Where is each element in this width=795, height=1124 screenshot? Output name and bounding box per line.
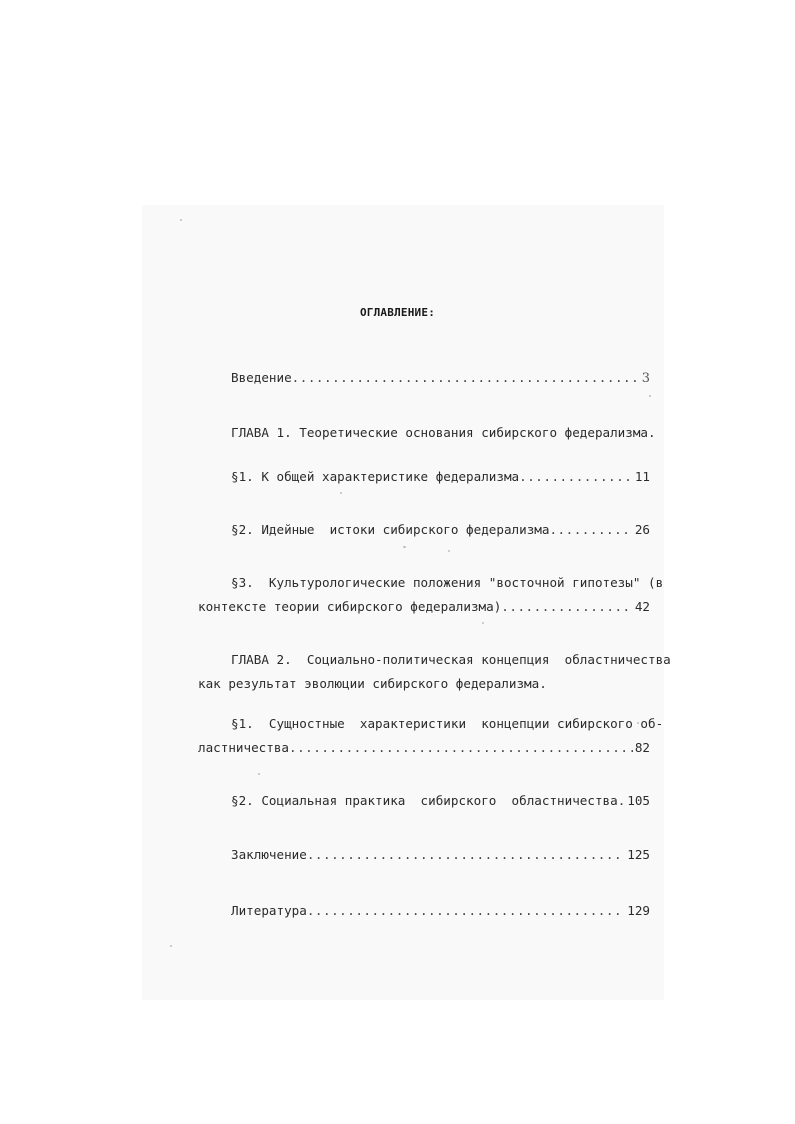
- toc-label: §2. Идейные истоки сибирского федерализма: [231, 522, 550, 537]
- toc-label: ГЛАВА 1. Теоретические основания сибирского федерализма.: [231, 425, 656, 440]
- leader-dots: [292, 366, 640, 390]
- toc-label-line1: §1. Сущностные характеристики концепции сибирского об-: [231, 716, 664, 731]
- toc-label-line2: контексте теории сибирского федерализма): [198, 599, 502, 614]
- scan-speck: [340, 492, 342, 494]
- toc-page-number: 26: [634, 522, 650, 537]
- toc-entry-introduction[interactable]: [198, 366, 650, 390]
- toc-label: Введение: [231, 370, 292, 385]
- toc-chapter-2[interactable]: [198, 648, 671, 696]
- toc-entry-ch1-s2[interactable]: [198, 518, 650, 542]
- scan-speck: [258, 773, 260, 775]
- scan-speck: [448, 550, 450, 552]
- toc-entry-ch2-s2[interactable]: [198, 789, 650, 813]
- toc-label-line1: ГЛАВА 2. Социально-политическая концепция областничества: [231, 652, 671, 667]
- toc-page-number: 129: [627, 903, 650, 918]
- toc-chapter-1[interactable]: [198, 421, 656, 445]
- leader-dots: [289, 736, 633, 760]
- scan-speck: [482, 622, 484, 624]
- toc-label: Литература: [231, 903, 307, 918]
- leader-dots: [501, 595, 633, 619]
- page-title: ОГЛАВЛЕНИЕ:: [359, 306, 436, 319]
- toc-entry-bibliography[interactable]: [198, 899, 650, 923]
- toc-label: §1. К общей характеристике федерализма: [231, 469, 520, 484]
- toc-page-number: 82: [634, 740, 650, 755]
- leader-dots: [307, 899, 625, 923]
- leader-dots: [618, 789, 626, 813]
- toc-label-line2: как результат эволюции сибирского федерализма.: [198, 676, 547, 691]
- scan-speck: [403, 546, 406, 548]
- toc-label: Заключение: [231, 847, 307, 862]
- scan-speck: [180, 219, 182, 221]
- toc-entry-ch2-s1[interactable]: [198, 712, 664, 760]
- toc-page-number: 125: [627, 847, 650, 862]
- toc-label: §2. Социальная практика сибирского областничества: [231, 793, 618, 808]
- toc-page-number: 3: [641, 371, 650, 386]
- leader-dots: [549, 518, 632, 542]
- scan-speck: [170, 945, 172, 947]
- leader-dots: [307, 843, 625, 867]
- scan-speck: [649, 395, 651, 397]
- toc-entry-conclusion[interactable]: [198, 843, 650, 867]
- leader-dots: [519, 465, 633, 489]
- toc-page-number: 42: [634, 599, 650, 614]
- toc-label-line2: ластничества: [198, 740, 289, 755]
- toc-entry-ch1-s3[interactable]: [198, 571, 664, 619]
- toc-entry-ch1-s1[interactable]: [198, 465, 650, 489]
- toc-page-number: 11: [634, 469, 650, 484]
- toc-page-number: 105: [627, 793, 650, 808]
- toc-label-line1: §3. Культурологические положения "восточной гипотезы" (в: [231, 575, 664, 590]
